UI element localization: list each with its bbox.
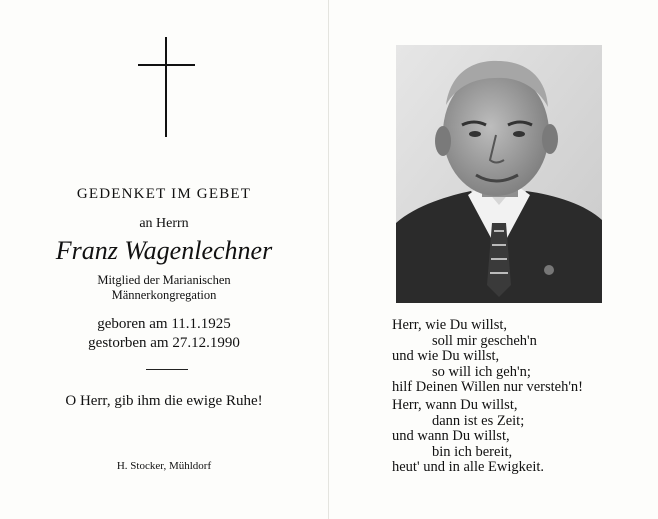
left-panel [0,0,328,519]
verse-line: heut' und in alle Ewigkeit. [392,459,545,476]
life-dates [0,315,328,353]
deceased-name: Franz Wagenlechner [55,236,273,265]
divider [146,369,188,370]
right-panel [329,0,658,519]
printer-credit: H. Stocker, Mühldorf [116,460,212,472]
membership-line: Männerkongregation [111,288,217,302]
cross-horizontal-bar [138,64,195,66]
verse-line: und wann Du willst, [392,428,510,445]
verse-line: dann ist es Zeit; [432,412,525,429]
cross-vertical-bar [165,37,167,137]
verse-line: Herr, wann Du willst, [392,397,518,413]
verse-line: und wie Du willst, [392,348,500,365]
verse-line: soll mir gescheh'n [432,332,537,349]
membership [0,273,328,303]
birth-date: geboren am 11.1.1925 [97,316,231,332]
cross-icon [138,37,195,137]
heading: GEDENKET IM GEBET [76,186,252,202]
portrait-illustration [396,45,602,303]
verse-line: Herr, wie Du willst, [392,317,507,333]
verse-line: bin ich bereit, [432,443,513,460]
death-date: gestorben am 27.12.1990 [88,335,240,351]
verse-2 [392,398,544,476]
prayer-text: O Herr, gib ihm die ewige Ruhe! [65,393,263,409]
portrait-photo [396,45,602,303]
membership-line: Mitglied der Marianischen [97,273,231,287]
intro-text: an Herrn [139,216,189,231]
verse-1 [392,318,583,396]
verse-line: hilf Deinen Willen nur versteh'n! [392,379,584,396]
verse-line: so will ich geh'n; [432,363,531,380]
